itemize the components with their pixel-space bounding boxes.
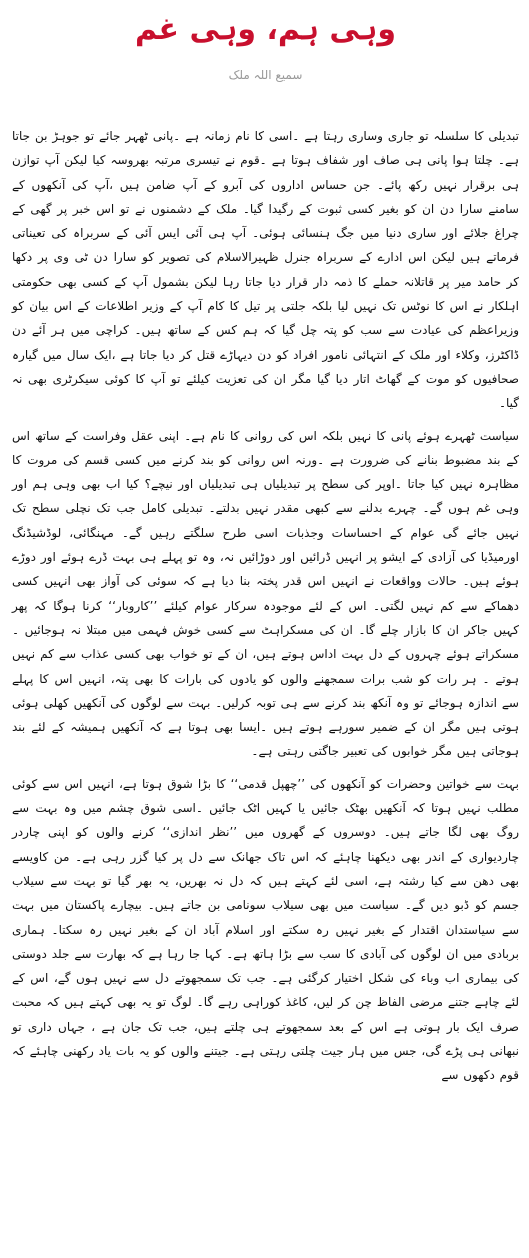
article-paragraph-3: بہت سے خواتین وحضرات کو آنکھوں کی ’’چھپل قدمی‘‘ کا بڑا شوق ہوتا ہے، انہیں اس سے کوئی مطلب نہیں ہوتا کہ آنکھیں بھٹک جائیں یا کہیں اٹک جائیں ۔اسی شوق چشم میں وہ بہت سے روگ بھی لگا جاتے ہیں۔ دوسروں کے گھروں میں ’’نظر اندازی‘‘ کرنے والوں کو اپنی چاردر چاردیواری کے اندر بھی دیکھنا چاہئے کہ اس تاک جھانک سے دل پر کیا گزر رہی ہے۔ من کاویسے بھی دھن سے کیا رشتہ ہے، اسی لئے کہتے ہیں کہ دل نہ بھریں، یہ بھر گیا تو بہت سے سیلاب جسم کو ڈبو دیں گے۔ سیاست میں بھی سیلاب سونامی بن جاتے ہیں۔ بیچارے پاکستان میں بہت سے سیاستدان اقتدار کے بغیر نہیں رہ سکتے اور اسلام آباد ان کے بغیر نہیں رہ سکتا۔ ہماری بربادی میں ان لوگوں کی آبادی کا سب سے بڑا ہاتھ ہے۔ کہا جا رہا ہے کہ بھارت سے جلد دوستی کی بیماری اب وباء کی شکل اختیار کرگئی ہے۔ جب تک سمجھوتے دل سے نہیں ہوں گے، اس کے لئے چاہے جتنے مرضی الفاظ چن کر لیں، کاغذ کوراہی رہے گا۔ لوگ تو یہ بھی کہتے ہیں کہ محبت صرف ایک بار ہوتی ہے اس کے بعد سمجھوتے ہی چلتے ہیں، جب تک جان ہے ، جہاں داری تو نبھانی ہی پڑے گی، جس میں ہار جیت چلتی رہتی ہے۔ جیتنے والوں کو یہ بات یاد رکھنی چاہئے کہ قوم دکھوں سے	[12, 776, 519, 1083]
author-name: سمیع اللہ ملک	[228, 68, 303, 82]
article-title: وہی ہم، وہی غم	[134, 12, 396, 47]
article-paragraph-2: سیاست ٹھہرے ہوئے پانی کا نہیں بلکہ اس کی روانی کا نام ہے۔ اپنی عقل وفراست کے ساتھ اس کے بند مضبوط بنانے کی ضرورت ہے ۔ورنہ اس روانی کو بند کرنے میں کسی قسم کی مروت کا مظاہرہ نہیں کیا جاتا ۔اوپر کی سطح پر تبدیلیاں ہی تبدیلیاں اور نیچے؟ کیا اب بھی وہی ہم اور وہی غم ہوں گے۔ چہرے بدلنے سے کبھی مقدر نہیں بدلتے۔ تبدیلی کامل جب تک نچلی سطح تک نہیں جائے گی عوام کے احساسات وجذبات اسی طرح سلگتے رہیں گے۔ مہنگائی، لوڈشیڈنگ اورمیڈیا کی آزادی کے ایشو پر انہیں ڈرائیں اور دوڑائیں نہ، وہ تو پہلے ہی بہت ڈرے ہوئے اور دوڑے ہوئے ہیں۔ حالات وواقعات نے انہیں اس قدر پختہ بنا دیا ہے کہ سوئی کی آواز بھی انہیں کسی دھماکے سے کم نہیں لگتی۔ اس کے لئے موجودہ سرکار عوام کیلئے ’’کاروبار‘‘ کرنا ہوگا کہ پھر کہیں جاکر ان کا بازار چلے گا۔ ان کی مسکراہٹ سے کسی خوش فہمی میں مبتلا نہ ہوجائیں ۔مسکراتے ہوئے چہروں کے دل بہت اداس ہوتے ہیں، ان کے تو خواب بھی کسی عذاب سے کم نہیں ہوتے ۔ ہر رات کو شب برات سمجھنے والوں کو یادوں کی بارات کا بھی پتہ، انہیں اس کا پہلے سے اندازہ ہوجائے تو وہ آنکھ بند کرنے سے ہی توبہ کرلیں۔ بہت سے لوگوں کی آنکھیں کھلی ہوئی ہوتی ہیں مگر ان کے ضمیر سورہے ہوتے ہیں ۔ایسا بھی ہوتا ہے کہ آنکھیں ہمیشہ کے لئے بند ہوجاتی ہیں مگر خوابوں کی تعبیر جاگتی رہتی ہے۔	[12, 428, 519, 759]
article-paragraph-1: تبدیلی کا سلسلہ تو جاری وساری رہتا ہے ۔اسی کا نام زمانہ ہے ۔پانی ٹھہر جائے تو جوہڑ بن جاتا ہے۔ چلتا ہوا پانی ہی صاف اور شفاف ہوتا ہے ۔قوم نے تیسری مرتبہ بھروسہ کیا لیکن آپ توازن ہی برقرار نہیں رکھ پائے۔ جن حساس اداروں کی آبرو کے آپ ضامن ہیں ،آپ کی آنکھوں کے سامنے سارا دن ان کو بغیر کسی ثبوت کے رگیدا گیا۔ ملک کے دشمنوں نے تو اس خبر پر گھی کے چراغ جلائے اور ساری دنیا میں جگ ہنسائی ہوئی۔ آپ ہی آئی ایس آئی کے سربراہ کی تعیناتی فرماتے ہیں لیکن اس ادارے کے سربراہ جنرل ظہیرالاسلام کی تصویر کو سارا دن ٹی وی پر دکھا کر حامد میر پر قاتلانہ حملے کا ذمہ دار قرار دیا جاتا رہا لیکن بشمول آپ کے کسی بھی حکومتی اہلکار نے اس کا نوٹس تک نہیں لیا بلکہ جلتی پر تیل کا کام آپ کے وزیر اطلاعات کے اس بیان کو وزیراعظم کی عیادت سے سب کو پتہ چل گیا کہ ہم کس کے ساتھ ہیں۔ کراچی میں ہر آئے دن ڈاکٹرز، وکلاء اور ملک کے انتہائی نامور افراد کو دن دیہاڑے قتل کر دیا جاتا ہے ،ایک سال میں گیارہ صحافیوں کو موت کے گھاٹ اتار دیا گیا مگر ان کی تعزیت کیلئے تو آپ کا کوئی سیکرٹری بھی نہ گیا۔	[12, 129, 519, 411]
author-byline	[12, 66, 519, 84]
article-body	[12, 124, 519, 1088]
